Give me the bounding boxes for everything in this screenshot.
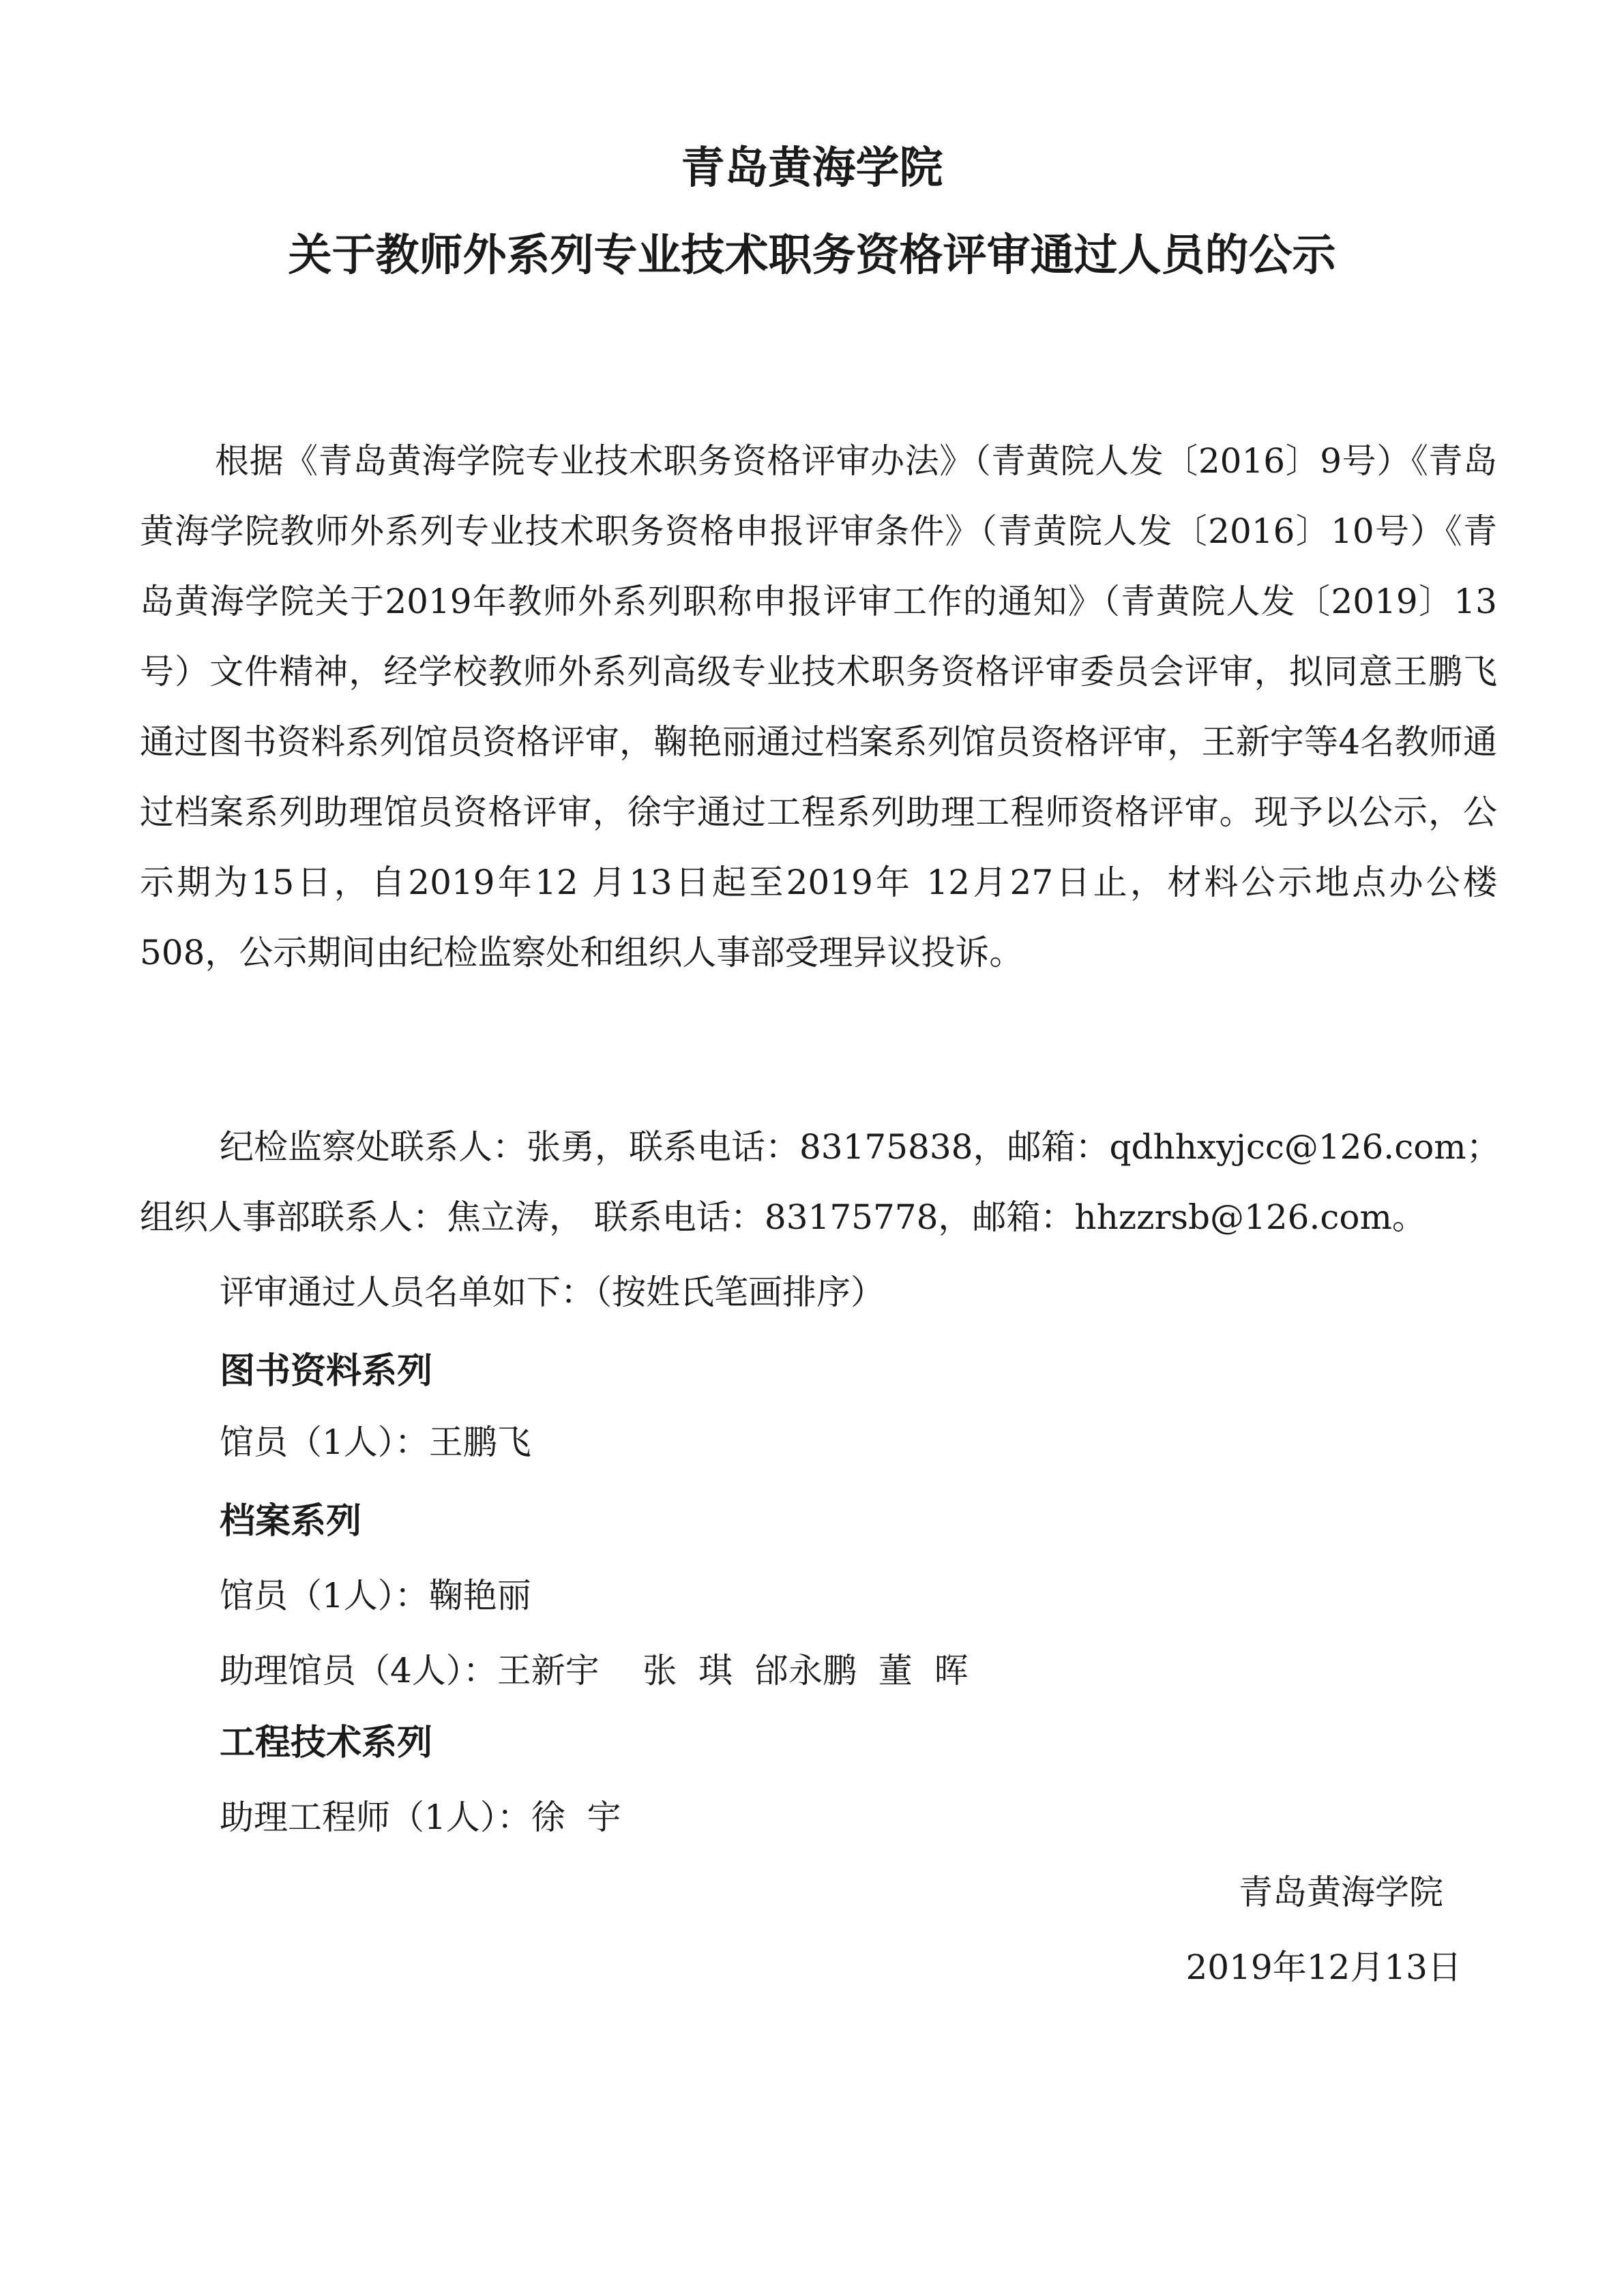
notice-body: [140, 426, 1497, 988]
list-item: 馆员（1人）：鞠艳丽: [220, 1576, 531, 1615]
list-intro: 评审通过人员名单如下：（按姓氏笔画排序）: [220, 1272, 885, 1312]
main-paragraph: 根据《青岛黄海学院专业技术职务资格评审办法》（青黄院人发〔2016〕9号）《青岛黄海学院教师外系列专业技术职务资格申报评审条件》（青黄院人发〔2016〕10号）《青岛黄海学院关于2019年教师外系列职称申报评审工作的通知》（青黄院人发〔2019〕13号）文件精神，经学校教师外系列高级专业技术职务资格评审委员会评审，拟同意王鹏飞通过图书资料系列馆员资格评审，鞠艳丽通过档案系列馆员资格评审，王新宇等4名教师通过档案系列助理馆员资格评审，徐宇通过工程系列助理工程师资格评审。现予以公示，公示期为15日，自2019年12 月13日起至2019年 12月27日止，材料公示地点办公楼508，公示期间由纪检监察处和组织人事部受理异议投诉。: [140, 441, 1497, 972]
org-title: 青岛黄海学院: [681, 143, 943, 194]
section-heading-library: 图书资料系列: [220, 1351, 433, 1392]
contact-discipline-office: 纪检监察处联系人：张勇，联系电话：83175838，邮箱：qdhhxyjcc@126.com；: [220, 1127, 1501, 1167]
section-heading-archives: 档案系列: [220, 1501, 362, 1542]
section-heading-engineering: 工程技术系列: [220, 1723, 433, 1763]
contact-hr-department: 组织人事部联系人：焦立涛， 联系电话：83175778，邮箱：hhzzrsb@126.com。: [140, 1197, 1426, 1237]
list-item: 馆员（1人）：王鹏飞: [220, 1422, 531, 1462]
list-item: 助理工程师（1人）：徐 宇: [220, 1798, 621, 1837]
signature-date: 2019年12月13日: [1185, 1948, 1462, 1987]
list-item: 助理馆员（4人）：王新宇 张 琪 邰永鹏 董 晖: [220, 1651, 969, 1690]
signature-org: 青岛黄海学院: [1239, 1873, 1443, 1912]
notice-title: 关于教师外系列专业技术职务资格评审通过人员的公示: [288, 230, 1336, 281]
